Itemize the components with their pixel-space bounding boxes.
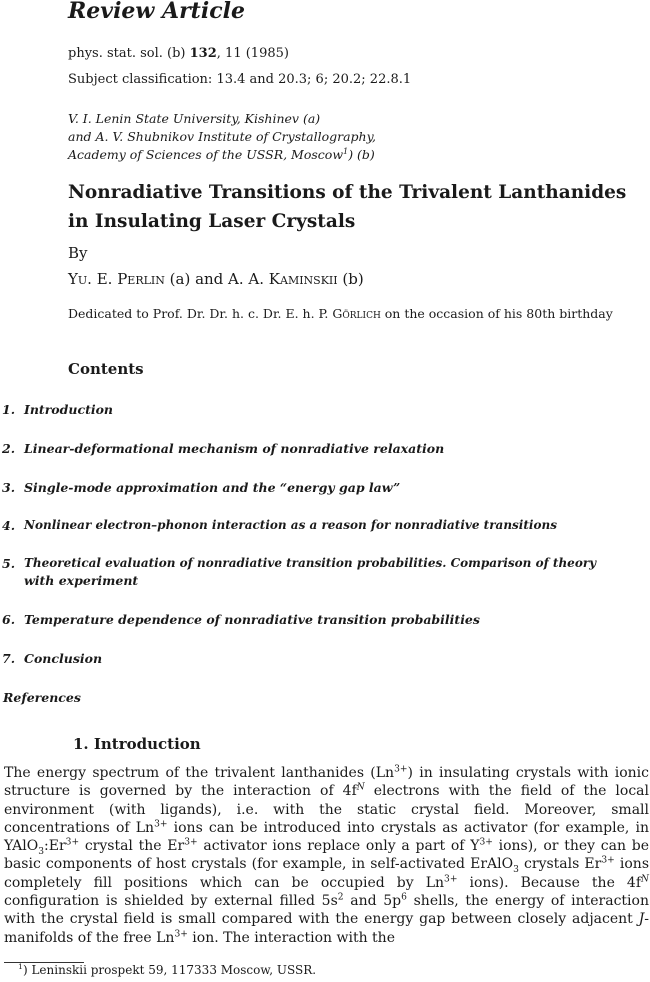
title-line-2: in Insulating Laser Crystals bbox=[68, 211, 356, 232]
article-type: Review Article bbox=[68, 0, 245, 24]
body-paragraph: The energy spectrum of the trivalent lanthanides $(Ln^{3+})$ in insulating crystals with ionic structure is governed by the interaction of $4f^N$ electrons with the field of the local environment (with ligands), i.e. with the static crystal field. Moreover, small concentrations of $Ln^{3+}$ ions can be introduced into crystals as activator (for example, in $YAlO_3:Er^{3+}$ crystal the $Er^{3+}$ activator ions replace only a part of $Y^{3+}$ ions), or they can be basic components of host crystals (for example, in self-activated ErAlO$_3$ crystals $Er^{3+}$ ions completely fill positions which can be occupied by $Ln^{3+}$ ions). Because the $4f^N$ configuration is shielded by external filled $5s^2$ and $5p^6$ shells, the energy of interaction with the crystal field is small compared with the energy gap between closely adjacent J-manifolds of the free $Ln^{3+}$ ion. The interaction with the bbox=[4, 764, 649, 946]
footnote: $^1$) Leninskii prospekt 59, 117333 Moscow, USSR. bbox=[18, 962, 317, 977]
toc-item: 3. Single-mode approximation and the “energy gap law” bbox=[2, 480, 401, 495]
subject-classification: Subject classification: 13.4 and 20.3; 6; 20.2; 22.8.1 bbox=[68, 72, 412, 87]
toc-item: 2. Linear-deformational mechanism of nonradiative relaxation bbox=[2, 441, 445, 456]
authors: Yu. E. Perlin (a) and A. A. Kaminskii (b) bbox=[68, 270, 364, 288]
toc-item: 7. Conclusion bbox=[2, 651, 103, 666]
byline-by: By bbox=[68, 244, 88, 262]
toc-item: 4. Nonlinear electron–phonon interaction as a reason for nonradiative transitions bbox=[2, 518, 557, 533]
paper-title bbox=[68, 178, 626, 236]
toc-item: 5. Theoretical evaluation of nonradiative transition probabilities. Comparison of theory with experiment bbox=[2, 556, 597, 588]
toc-item: 6. Temperature dependence of nonradiative transition probabilities bbox=[2, 612, 480, 627]
dedication: Dedicated to Prof. Dr. Dr. h. c. Dr. E. h. P. Görlich on the occasion of his 80th birthday bbox=[68, 306, 613, 321]
title-line-1: Nonradiative Transitions of the Trivalent Lanthanides bbox=[68, 182, 627, 203]
toc-item: 1. Introduction bbox=[2, 402, 114, 417]
affiliation-line-2: and A. V. Shubnikov Institute of Crystallography, bbox=[68, 129, 376, 144]
contents-heading: Contents bbox=[68, 360, 144, 378]
affiliation-line-1: V. I. Lenin State University, Kishinev (a) bbox=[68, 111, 321, 126]
toc-references: References bbox=[3, 690, 81, 705]
section-heading: 1. Introduction bbox=[73, 735, 201, 753]
journal-citation: phys. stat. sol. (b) 132, 11 (1985) bbox=[68, 46, 289, 61]
affiliation-line-3: Academy of Sciences of the USSR, Moscow$^1$) (b) bbox=[68, 145, 375, 162]
